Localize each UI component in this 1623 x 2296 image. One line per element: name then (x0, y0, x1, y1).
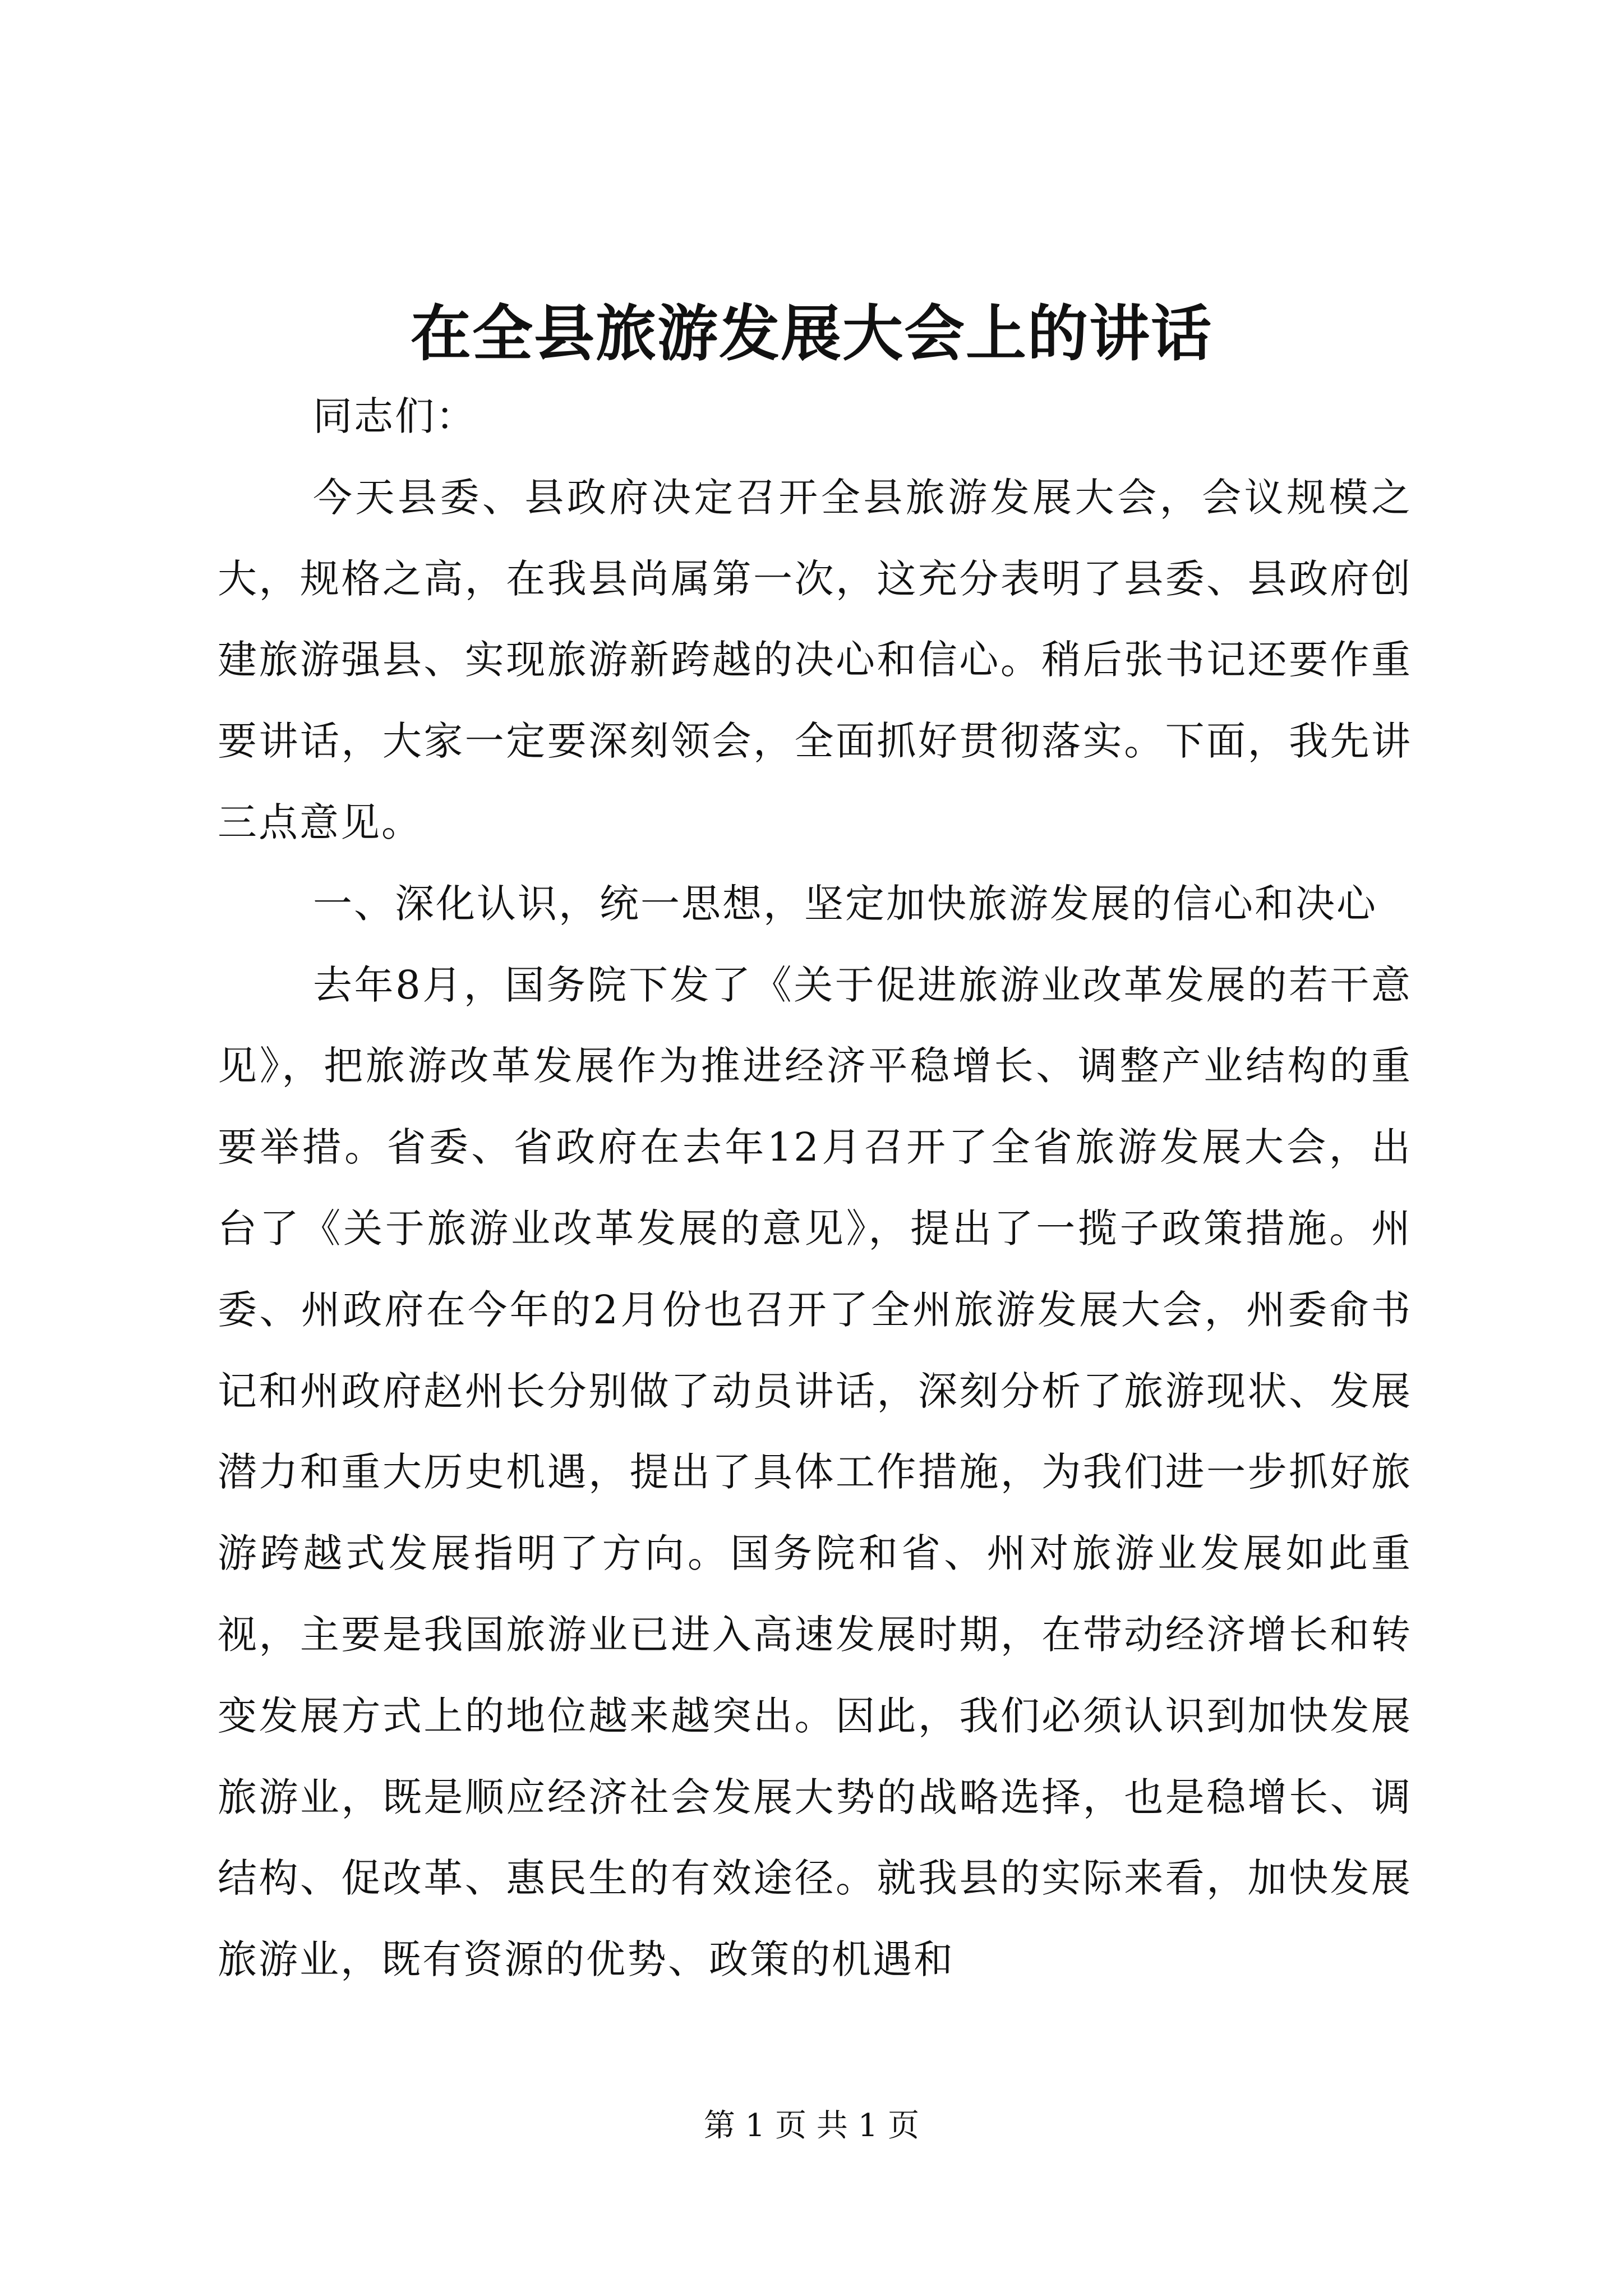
document-body (218, 376, 1412, 2000)
section-heading-1: 一、深化认识，统一思想，坚定加快旅游发展的信心和决心 (313, 880, 1377, 927)
intro-paragraph: 今天县委、县政府决定召开全县旅游发展大会，会议规模之大，规格之高，在我县尚属第一次，这充分表明了县委、县政府创建旅游强县、实现旅游新跨越的决心和信心。稍后张书记还要作重要讲话，大家一定要深刻领会，全面抓好贯彻落实。下面，我先讲三点意见。 (218, 474, 1412, 845)
body-paragraph: 去年8月，国务院下发了《关于促进旅游业改革发展的若干意见》，把旅游改革发展作为推进经济平稳增长、调整产业结构的重要举措。省委、省政府在去年12月召开了全省旅游发展大会，出台了《关于旅游业改革发展的意见》，提出了一揽子政策措施。州委、州政府在今年的2月份也召开了全州旅游发展大会，州委俞书记和州政府赵州长分别做了动员讲话，深刻分析了旅游现状、发展潜力和重大历史机遇，提出了具体工作措施，为我们进一步抓好旅游跨越式发展指明了方向。国务院和省、州对旅游业发展如此重视，主要是我国旅游业已进入高速发展时期，在带动经济增长和转变发展方式上的地位越来越突出。因此，我们必须认识到加快发展旅游业，既是顺应经济社会发展大势的战略选择，也是稳增长、调结构、促改革、惠民生的有效途径。就我县的实际来看，加快发展旅游业，既有资源的优势、政策的机遇和 (218, 961, 1412, 1983)
salutation-paragraph: 同志们： (313, 393, 477, 439)
document-title: 在全县旅游发展大会上的讲话 (410, 298, 1212, 369)
page-footer: 第 1 页 共 1 页 (703, 2108, 920, 2144)
